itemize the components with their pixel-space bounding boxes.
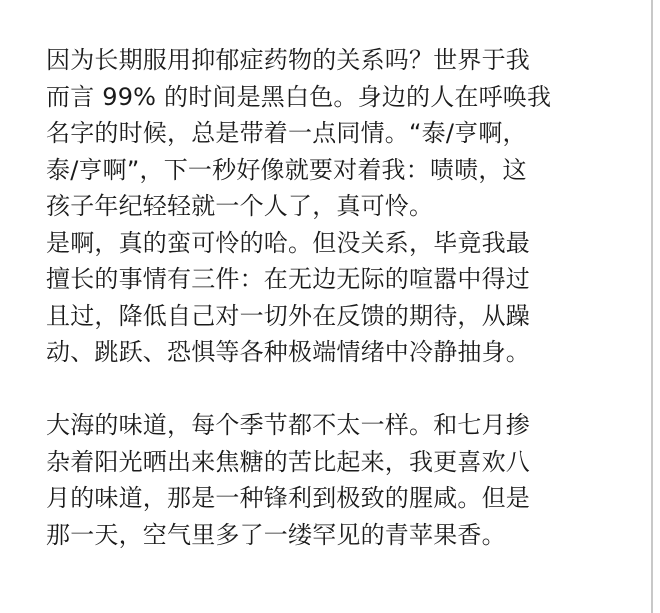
text-line: 动、跳跃、恐惧等各种极端情绪中冷静抽身。 bbox=[46, 338, 530, 366]
text-line: 泰/亨啊”，下一秒好像就要对着我：啧啧，这 bbox=[46, 155, 527, 184]
text-line: 孩子年纪轻轻就一个人了，真可怜。 bbox=[46, 192, 434, 220]
article-text bbox=[46, 42, 606, 553]
text-line: 大海的味道，每个季节都不太一样。和七月掺 bbox=[46, 411, 530, 439]
text-line: 月的味道，那是一种锋利到极致的腥咸。但是 bbox=[46, 484, 530, 512]
text-line: 是啊，真的蛮可怜的哈。但没关系，毕竟我最 bbox=[46, 228, 530, 257]
paragraph-gap bbox=[46, 371, 606, 408]
text-line: 且过，降低自己对一切外在反馈的期待，从躁 bbox=[46, 301, 530, 330]
text-line: 擅长的事情有三件：在无边无际的喧嚣中得过 bbox=[46, 265, 530, 293]
right-edge-divider bbox=[651, 0, 653, 613]
paragraph-2 bbox=[46, 407, 606, 553]
text-line: 而言 99% 的时间是黑白色。身边的人在呼唤我 bbox=[46, 82, 552, 111]
paragraph-1 bbox=[46, 42, 606, 371]
text-line: 杂着阳光晒出来焦糖的苦比起来，我更喜欢八 bbox=[46, 447, 530, 476]
text-line: 因为长期服用抑郁症药物的关系吗？世界于我 bbox=[46, 46, 530, 74]
text-line: 名字的时候，总是带着一点同情。“泰/亨啊， bbox=[46, 119, 527, 147]
text-line: 那一天，空气里多了一缕罕见的青苹果香。 bbox=[46, 520, 506, 549]
